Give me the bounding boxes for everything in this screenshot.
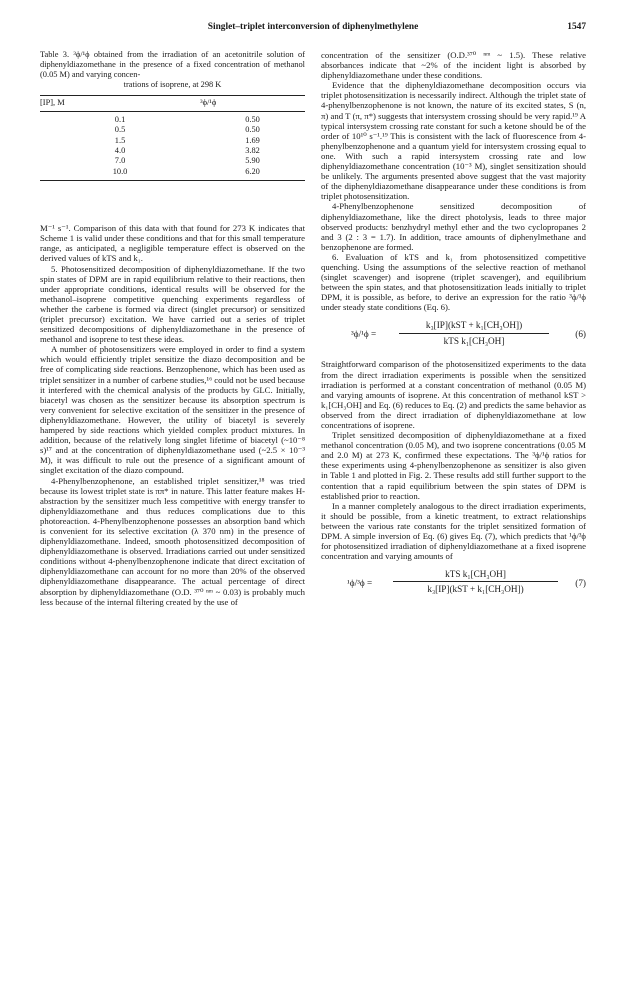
table-caption-end: trations of isoprene, at 298 K (123, 79, 222, 89)
equation-7-fraction (393, 569, 558, 594)
table-cell: 5.90 (245, 156, 260, 166)
body-paragraph: A number of photosensitizers were employed in order to find a system which would efficiently triplet sensitize the diazo decomposition and be free of complicating side reactions. Benzophenone, which has been used as triplet sensitizer in a number of carbene studies,¹⁶ could not be used because it interfered with the chemical analysis of the products by GLC. Initially, biacetyl was chosen as the sensitizer because its absorption spectrum is very convenient for selective excitation of the sensitizer in the presence of diphenyldiazomethane. However, the utility of biacetyl is severely hampered by side reactions which yielded complex product mixtures. In addition, because of the relatively long singlet lifetime of biacetyl (~10⁻⁸ s)¹⁷ and at the concentration of diphenyldiazomethane used (~2.5 × 10⁻³ M), it was difficult to rule out the presence of a significant amount of singlet excitation of the diazo compound. (40, 344, 305, 476)
table-row (40, 125, 305, 135)
body-paragraph: 4-Phenylbenzophenone, an established triplet sensitizer,¹⁸ was tried because its lowest triplet state is ππ* in nature. This latter feature makes H-abstraction by the sensitizer much less competitive with energy transfer to diphenyldiazomethane and thus reduces complications due to this photoreaction. 4-Phenylbenzophenone possesses an absorption band which is convenient for its selective excitation (λ 370 nm) in the presence of diphenyldiazomethane. Indeed, smooth photosensitized decomposition of diphenyldiazomethane is observed. Irradiations carried out under sensitized conditions without 4-phenylbenzophenone indicate that direct excitation of diphenyldiazomethane can account for no more than 20% of the observed diphenyldiazomethane disappearance. The actual percentage of direct absorption by diphenyldiazomethane (O.D. ³⁷⁰ ⁿᵐ ~ 0.03) is probably much less because of the internal filtering created by the use of (40, 475, 305, 607)
running-head (40, 22, 586, 36)
equation-7-lhs: ¹ϕ/³ϕ = (347, 578, 373, 589)
equation-7-denominator: k₃[IP](kST + k₁[CH₃OH]) (427, 584, 524, 595)
equation-7-numerator: kTS k₁[CH₃OH] (393, 569, 558, 582)
table-header-row (40, 95, 305, 111)
section-paragraph-5: 5. Photosensitized decomposition of diphenyldiazomethane. If the two spin states of DPM are in rapid equilibrium relative to their reactions, then under appropriate conditions, identical results will be observed for the methanol–isoprene competitive quenching experiments regardless of whether the carbene is formed via direct (singlet precursor) or sensitized (triplet precursor) excitation. We have carried out a series of triplet sensitized decompositions of diphenyldiazomethane in the presence of methanol and isoprene to test these ideas. (40, 263, 305, 345)
body-paragraph: Straightforward comparison of the photosensitized experiments to the data from the direct irradiation experiments is possible when the sensitized irradiation is performed at a constant concentration of methanol (0.05 M) and varying amounts of isoprene. At this concentration of methanol kST > k₁[CH₃OH] and Eq. (6) reduces to Eq. (2) and predicts the same behavior as observed from the direct irradiation of diphenyldiazomethane at low concentrations of isoprene. (321, 359, 586, 430)
body-paragraph: In a manner completely analogous to the direct irradiation experiments, it should be possible, from a kinetic treatment, to extract relationships between the various rate constants for the triplet sensitized formation of DPM. A simple inversion of Eq. (6) gives Eq. (7), which predicts that ¹ϕ/³ϕ for photosensitized irradiation of diphenyldiazomethane at a fixed isoprene concentration and varying amounts of (321, 500, 586, 562)
left-column (40, 50, 305, 607)
equation-6-number: (6) (575, 329, 586, 340)
table-row (40, 156, 305, 166)
table-cell: 1.5 (114, 135, 126, 145)
table-cell: 0.50 (245, 125, 260, 135)
table-cell: 0.1 (114, 114, 126, 124)
page-number: 1547 (567, 22, 586, 32)
table-cell: 6.20 (200, 167, 305, 181)
equation-6-fraction (399, 320, 549, 345)
body-paragraph: concentration of the sensitizer (O.D.³⁷⁰ ⁿᵐ ~ 1.5). These relative absorbances indicate that ~2% of the incident light is absorbed by diphenyldiazomethane under these conditions. (321, 50, 586, 81)
table-cell: 10.0 (40, 167, 200, 181)
right-column (321, 50, 586, 608)
running-head-title: Singlet–triplet interconversion of diphenylmethylene (207, 22, 419, 32)
equation-7-number: (7) (575, 578, 586, 589)
body-paragraph: 4-Phenylbenzophenone sensitized decomposition of diphenyldiazomethane, like the direct photolysis, leads to three major observed products: benzhydryl methyl ether and the two cyclopropanes 2 and 3 (2 : 3 = 1.7). In addition, trace amounts of diphenylmethane and benzophenone are formed. (321, 201, 586, 252)
equation-6-denominator: kTS k₁[CH₃OH] (443, 335, 505, 346)
table-cell: 0.5 (114, 125, 126, 135)
table-cell: 0.50 (245, 114, 260, 124)
equation-6-lhs: ³ϕ/¹ϕ = (351, 329, 377, 340)
body-paragraph: Evidence that the diphenyldiazomethane decomposition occurs via triplet photosensitization is necessarily indirect. Although the triplet state of 4-phenylbenzophenone is not known, the nature of its excited states, S (n, π) and T (π, π*) suggests that intersystem crossing should be very rapid.¹⁹ A typical intersystem crossing rate constant for such a ketone should be of the order of 10¹⁰ s⁻¹.¹⁹ This is consistent with the lack of fluorescence from 4-phenylbenzophenone and a quantum yield for intersystem crossing equal to one. With such a rapid intersystem crossing rate and low diphenyldiazomethane concentration (10⁻³ M), singlet sensitization should be unlikely. The arguments presented above suggest that the vast majority of the diphenyldiazomethane disappearance under these conditions is from triplet photosensitization. (321, 80, 586, 202)
table-row (40, 136, 305, 146)
column-header-ip: [IP], M (40, 95, 200, 111)
body-paragraph: M⁻¹ s⁻¹. Comparison of this data with that found for 273 K indicates that Scheme 1 is valid under these conditions and that for this small temperature range, as anticipated, a negligible temperature effect is observed on the derived values of kTS and k₁. (40, 223, 305, 264)
table-row (40, 167, 305, 181)
table-caption-text: Table 3. ³ϕ/¹ϕ obtained from the irradiation of an acetonitrile solution of diphenyldiazomethane in the presence of a fixed concentration of methanol (0.05 M) and varying concen- (40, 50, 305, 79)
table-cell: 1.69 (245, 135, 260, 145)
table-row (40, 111, 305, 125)
table-cell: 7.0 (114, 156, 126, 166)
table-cell: 3.82 (245, 145, 260, 155)
table-cell: 4.0 (114, 145, 126, 155)
equation-6-numerator: k₃[IP](kST + k₁[CH₃OH]) (399, 320, 549, 333)
table-caption (40, 50, 305, 90)
table-row (40, 146, 305, 156)
equation-7 (321, 569, 586, 599)
body-paragraph: Triplet sensitized decomposition of diphenyldiazomethane at a fixed methanol concentration (0.05 M), and two isoprene concentrations (0.05 M and 2.0 M) at 273 K, confirmed these expectations. The ³ϕ/¹ϕ ratios for these experiments using 4-phenylbenzophenone as sensitizer is also given in Table 1 and plotted in Fig. 2. These results add still further support to the contention that a rapid equilibrium between the spin states of DPM is established prior to reaction. (321, 430, 586, 501)
data-table (40, 95, 305, 182)
equation-6 (321, 320, 586, 350)
section-paragraph-6: 6. Evaluation of kTS and k₁ from photosensitized competitive quenching. Using the assumptions of the selective reaction of methanol (singlet scavenger) and isoprene (triplet scavenger), and equilibrium between the spin states, and that photosensitization leads initially to triplet DPM, it is possible, as before, to derive an expression for the ratio ³ϕ/¹ϕ under steady state conditions (Eq. 6). (321, 251, 586, 313)
column-header-ratio: ³ϕ/¹ϕ (200, 95, 305, 111)
